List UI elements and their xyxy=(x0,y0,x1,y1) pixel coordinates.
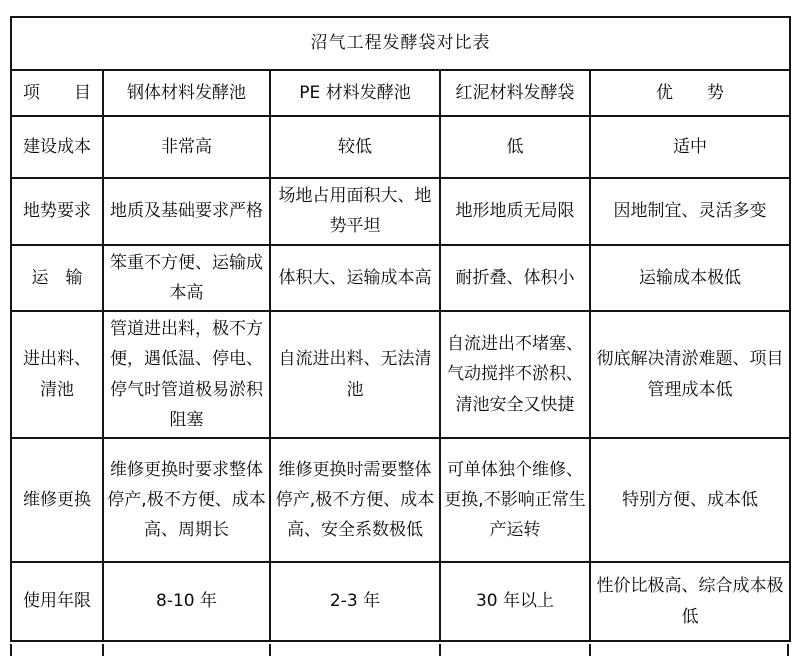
table-cell: 运输成本极低 xyxy=(590,245,790,312)
table-edge-stub xyxy=(439,644,441,656)
comparison-table xyxy=(10,16,791,642)
table-cell: 维修更换时要求整体停产,极不方便、成本高、周期长 xyxy=(103,438,270,562)
table-edge-stub xyxy=(589,644,591,656)
table-row-terrain xyxy=(11,178,790,245)
header-cell-advantage: 优 势 xyxy=(590,70,790,116)
row-label: 使用年限 xyxy=(11,562,103,641)
table-cell: 地形地质无局限 xyxy=(440,178,590,245)
table-cell: 自流进出料、无法清池 xyxy=(270,311,440,438)
header-cell-item: 项 目 xyxy=(11,70,103,116)
table-cell: 彻底解决清淤难题、项目管理成本低 xyxy=(590,311,790,438)
title-row xyxy=(11,17,790,70)
table-cell: 自流进出不堵塞、气动搅拌不淤积、清池安全又快捷 xyxy=(440,311,590,438)
table-cell: 30 年以上 xyxy=(440,562,590,641)
table-edge-stub xyxy=(102,644,104,656)
table-cell: 因地制宜、灵活多变 xyxy=(590,178,790,245)
table-cell: 8-10 年 xyxy=(103,562,270,641)
header-cell-redmud: 红泥材料发酵袋 xyxy=(440,70,590,116)
table-cell: 低 xyxy=(440,116,590,178)
table-cell: 维修更换时需要整体停产,极不方便、成本高、安全系数极低 xyxy=(270,438,440,562)
table-cell: 笨重不方便、运输成本高 xyxy=(103,245,270,312)
row-label: 维修更换 xyxy=(11,438,103,562)
table-cell: 非常高 xyxy=(103,116,270,178)
row-label: 建设成本 xyxy=(11,116,103,178)
table-cell: 耐折叠、体积小 xyxy=(440,245,590,312)
table-cell: 体积大、运输成本高 xyxy=(270,245,440,312)
table-row-maintenance xyxy=(11,438,790,562)
table-cell: 可单体独个维修、更换,不影响正常生产运转 xyxy=(440,438,590,562)
header-cell-steel: 钢体材料发酵池 xyxy=(103,70,270,116)
table-cell: 场地占用面积大、地势平坦 xyxy=(270,178,440,245)
table-cell: 2-3 年 xyxy=(270,562,440,641)
table-edge-stub xyxy=(787,644,789,656)
table-row-transport xyxy=(11,245,790,312)
table-cell: 适中 xyxy=(590,116,790,178)
table-cell: 较低 xyxy=(270,116,440,178)
table-title: 沼气工程发酵袋对比表 xyxy=(11,17,790,70)
table-row-lifespan xyxy=(11,562,790,641)
header-row xyxy=(11,70,790,116)
row-label: 运 输 xyxy=(11,245,103,312)
row-label: 进出料、清池 xyxy=(11,311,103,438)
table-cell: 管道进出料，极不方便，遇低温、停电、停气时管道极易淤积阻塞 xyxy=(103,311,270,438)
table-row-feeding xyxy=(11,311,790,438)
table-cell: 特别方便、成本低 xyxy=(590,438,790,562)
table-edge-stub xyxy=(269,644,271,656)
row-label: 地势要求 xyxy=(11,178,103,245)
table-row-cost xyxy=(11,116,790,178)
table-edge-stub xyxy=(10,644,12,656)
header-cell-pe: PE 材料发酵池 xyxy=(270,70,440,116)
table-cell: 地质及基础要求严格 xyxy=(103,178,270,245)
table-cell: 性价比极高、综合成本极低 xyxy=(590,562,790,641)
